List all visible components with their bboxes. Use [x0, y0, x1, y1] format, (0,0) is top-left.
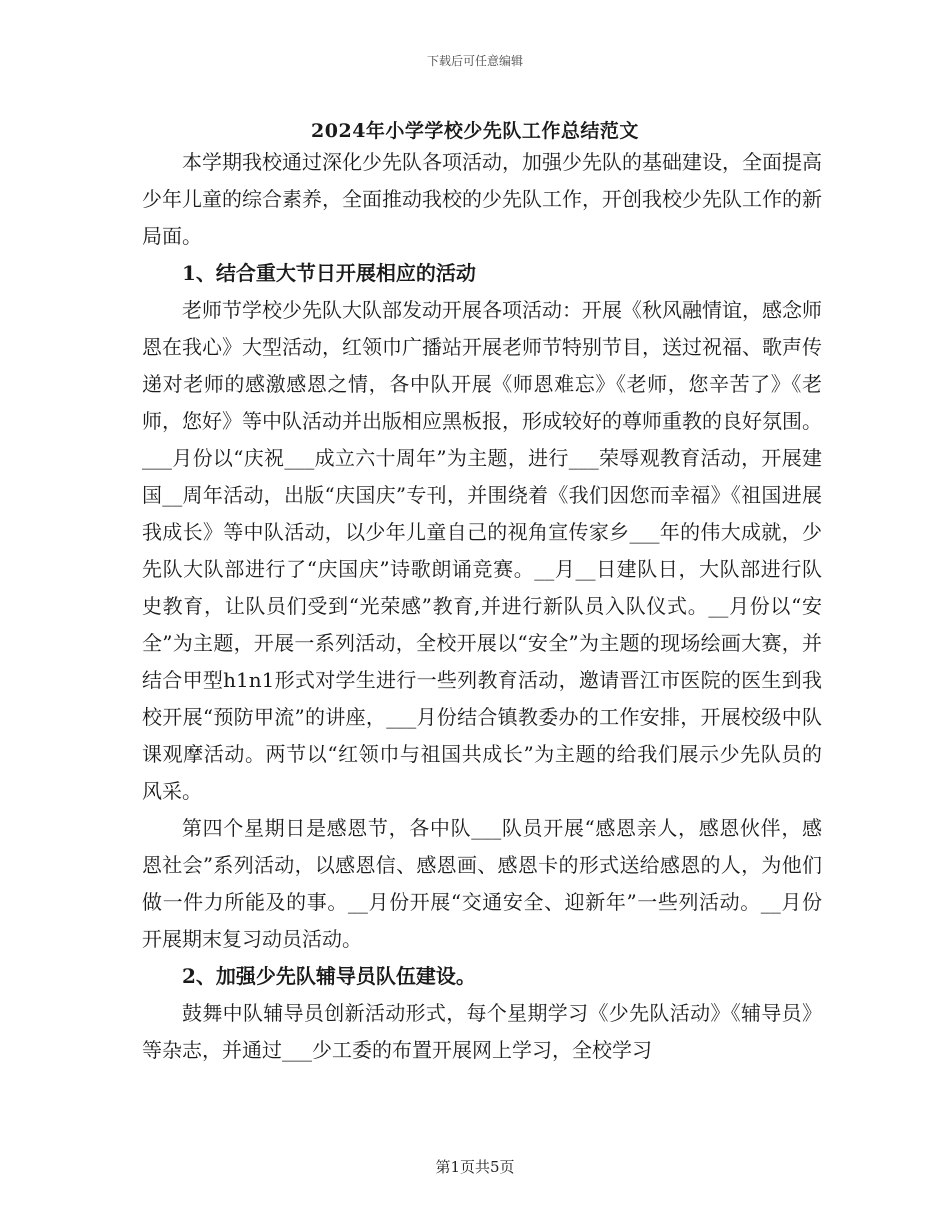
intro-paragraph: 本学期我校通过深化少先队各项活动，加强少先队的基础建设，全面提高少年儿童的综合素养，全面推动我校的少先队工作，开创我校少先队工作的新局面。 — [142, 150, 822, 248]
section-2-paragraph-1: 鼓舞中队辅导员创新活动形式，每个星期学习《少先队活动》《辅导员》等杂志，并通过___少工委的布置开展网上学习，全校学习 — [142, 1001, 822, 1062]
section-1-paragraph-1: 老师节学校少先队大队部发动开展各项活动：开展《秋风融情谊，感念师恩在我心》大型活动，红领巾广播站开展老师节特别节目，送过祝福、歌声传递对老师的感激感恩之情，各中队开展《师恩难忘》《老师，您辛苦了》《老师，您好》等中队活动并出版相应黑板报，形成较好的尊师重教的良好氛围。___月份以“庆祝___成立六十周年”为主题，进行___荣辱观教育活动，开展建国__周年活动，出版“庆国庆”专刊，并围绕着《我们因您而幸福》《祖国进展我成长》等中队活动，以少年儿童自己的视角宣传家乡___年的伟大成就，少先队大队部进行了“庆国庆”诗歌朗诵竞赛。__月__日建队日，大队部进行队史教育，让队员们受到“光荣感”教育,并进行新队员入队仪式。__月份以“安全”为主题，开展一系列活动，全校开展以“安全”为主题的现场绘画大赛，并结合甲型h1n1形式对学生进行一些列教育活动，邀请晋江市医院的医生到我校开展“预防甲流”的讲座，___月份结合镇教委办的工作安排，开展校级中队课观摩活动。两节以“红领巾与祖国共成长”为主题的给我们展示少先队员的风采。 — [142, 298, 822, 803]
section-heading-2: 2、加强少先队辅导员队伍建设。 — [182, 964, 476, 988]
section-heading-1: 1、结合重大节日开展相应的活动 — [182, 261, 476, 285]
section-1-paragraph-2: 第四个星期日是感恩节，各中队___队员开展“感恩亲人，感恩伙伴，感恩社会”系列活动，以感恩信、感恩画、感恩卡的形式送给感恩的人，为他们做一件力所能及的事。__月份开展“交通安全、迎新年”一些列活动。__月份开展期末复习动员活动。 — [142, 816, 822, 951]
document-title: 2024年小学学校少先队工作总结范文 — [311, 120, 639, 142]
document-body — [142, 144, 822, 1069]
page-number-footer: 第1页共5页 — [435, 1158, 515, 1176]
header-note: 下载后可任意编辑 — [426, 54, 523, 68]
